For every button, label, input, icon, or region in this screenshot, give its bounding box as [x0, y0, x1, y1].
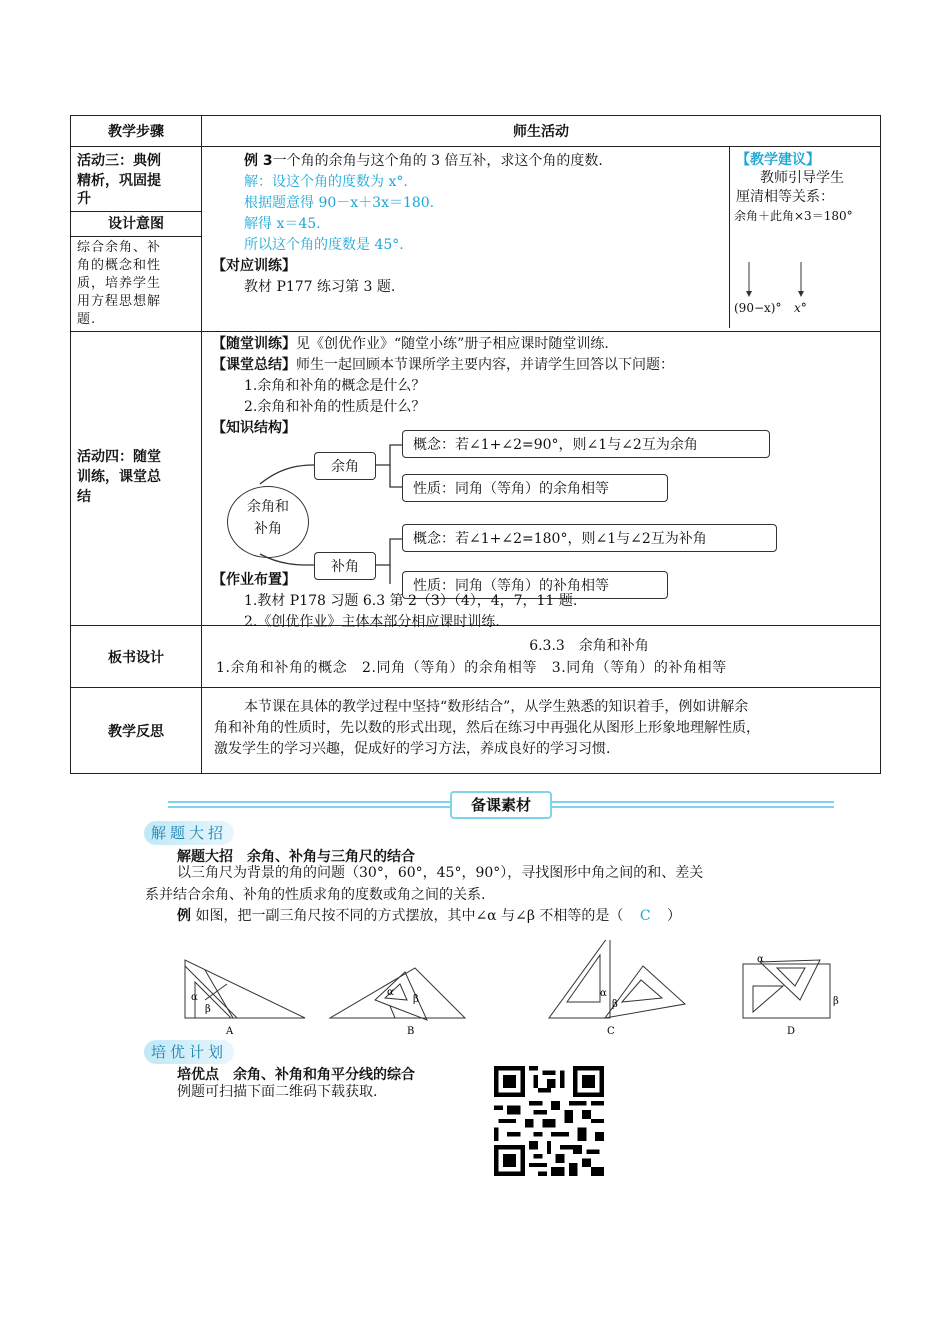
- figure-label: B: [407, 1026, 415, 1037]
- row1-label-line: 精析，巩固提: [77, 173, 161, 189]
- summary-text: 师生一起回顾本节课所学主要内容，并请学生回答以下问题：: [296, 357, 674, 373]
- suggestion-line: 教师引导学生: [760, 170, 844, 186]
- row3-label: 板书设计: [71, 626, 202, 688]
- mindmap-b2-concept: 概念：若∠1+∠2=180°，则∠1与∠2互为补角: [402, 524, 777, 552]
- arrow-icons: [730, 257, 880, 301]
- suggestion-line: 厘清相等关系：: [736, 189, 834, 205]
- mindmap-center: [227, 486, 309, 558]
- row4-label: 教学反思: [71, 688, 202, 774]
- mindmap-b2-property: 性质：同角（等角）的补角相等: [402, 571, 668, 599]
- tag-solving-tips: 解题大招: [144, 821, 234, 845]
- example-label-2: 例: [177, 908, 191, 924]
- alpha-label: α: [191, 992, 198, 1003]
- reflection-line: 本节课在具体的教学过程中坚持“数形结合”，从学生熟悉的知识着手，例如讲解余: [244, 699, 749, 715]
- question: 1.余角和补角的概念是什么？: [244, 378, 426, 394]
- row2-label-line: 活动四：随堂: [77, 448, 161, 465]
- homework-item: 1.教材 P178 习题 6.3 第 2（3）（4），4，7，11 题.: [244, 593, 578, 609]
- suggestion-title: 【教学建议】: [736, 152, 820, 168]
- design-line: 综合余角、补: [77, 240, 162, 255]
- suggestion-sub-right: x°: [794, 301, 807, 315]
- answer: C: [639, 908, 651, 924]
- question: 2.余角和补角的性质是什么？: [244, 399, 426, 415]
- beta-label: β: [413, 994, 419, 1005]
- board-items: 1.余角和补角的概念 2.同角（等角）的余角相等 3.同角（等角）的补角相等: [216, 660, 727, 676]
- beta-label: β: [833, 996, 839, 1007]
- alpha-label: α: [387, 987, 394, 998]
- triangle-figures: [175, 940, 855, 1040]
- reflection-line: 激发学生的学习兴趣，促成好的学习方法，养成良好的学习习惯.: [214, 741, 611, 757]
- board-design: [202, 626, 881, 688]
- para1-line: 系并结合余角、补角的性质求角的度数或角之间的关系.: [145, 887, 486, 903]
- mindmap-b1-concept: 概念：若∠1+∠2=90°，则∠1与∠2互为余角: [402, 430, 770, 458]
- figure-label: D: [787, 1026, 796, 1037]
- board-title: 6.3.3 余角和补角: [529, 638, 649, 654]
- example-text: 一个角的余角与这个角的 3 倍互补，求这个角的度数.: [272, 153, 603, 169]
- knowledge-mindmap: [202, 436, 881, 584]
- practice-label: 【随堂训练】: [212, 336, 296, 352]
- suggestion-box: [729, 147, 881, 328]
- suggestion-sub-left: (90−x)°: [734, 301, 782, 315]
- lesson-table: [70, 115, 881, 774]
- design-line: 用方程思想解: [77, 294, 162, 309]
- header-step: 教学步骤: [71, 116, 202, 147]
- design-line: 角的概念和性: [77, 258, 162, 273]
- header-activity: 师生活动: [202, 116, 881, 147]
- solution-line: 所以这个角的度数是 45°.: [244, 237, 404, 253]
- figure-label: C: [607, 1026, 615, 1037]
- homework-label: 【作业布置】: [212, 572, 296, 588]
- mindmap-branch-complement: 余角: [314, 452, 376, 480]
- row1-content: [202, 147, 881, 332]
- solution-line: 根据题意得 90－x＋3x＝180.: [244, 195, 435, 211]
- alpha-label: α: [757, 954, 764, 965]
- row2-label-line: 结: [77, 488, 91, 505]
- homework-item: 2.《创优作业》主体本部分相应课时训练.: [244, 614, 500, 630]
- row1-label-line: 活动三：典例: [77, 153, 161, 169]
- design-line: 质，培养学生: [77, 276, 162, 291]
- row2-left: [71, 332, 202, 626]
- para2: 例题可扫描下面二维码下载获取.: [177, 1084, 378, 1100]
- reflection-line: 角和补角的性质时，先以数的形式出现，然后在练习中再强化从图形上形象地理解性质，: [214, 720, 760, 736]
- tag-advanced-plan: 培优计划: [144, 1040, 234, 1064]
- structure-label: 【知识结构】: [212, 420, 296, 436]
- summary-label: 【课堂总结】: [212, 357, 296, 373]
- mindmap-center-line: 余角和: [247, 499, 289, 515]
- figure-label: A: [226, 1026, 234, 1037]
- beta-label: β: [205, 1004, 211, 1015]
- row1-left: [71, 147, 202, 332]
- close-paren: ）: [667, 908, 681, 924]
- banner-title: 备课素材: [450, 791, 552, 819]
- example-text-2: 如图，把一副三角尺按不同的方式摆放，其中∠α 与∠β 不相等的是（: [195, 908, 624, 924]
- row2-label-line: 训练，课堂总: [77, 468, 161, 485]
- mindmap-branch-supplement: 补角: [314, 552, 376, 580]
- training-label: 【对应训练】: [212, 258, 296, 274]
- subtitle-advanced: 培优点 余角、补角和角平分线的综合: [177, 1067, 415, 1083]
- solution-line: 解得 x＝45.: [244, 216, 321, 232]
- solution-line: 解：设这个角的度数为 x°.: [244, 174, 408, 190]
- suggestion-formula: 余角＋此角×3＝180°: [734, 209, 853, 223]
- reflection: [202, 688, 881, 774]
- design-intent-title: 设计意图: [71, 211, 201, 237]
- row2-content: [202, 332, 881, 630]
- mindmap-b1-property: 性质：同角（等角）的余角相等: [402, 474, 668, 502]
- example-label: 例 3: [244, 153, 273, 169]
- alpha-label: α: [600, 988, 607, 999]
- practice-text: 见《创优作业》“随堂小练”册子相应课时随堂训练.: [296, 336, 609, 352]
- subtitle-solving: 解题大招 余角、补角与三角尺的结合: [177, 849, 415, 865]
- row1-label-line: 升: [77, 191, 91, 207]
- para1-line: 以三角尺为背景的角的问题（30°，60°，45°，90°），寻找图形中角之间的和、差关: [177, 865, 704, 881]
- mindmap-center-line: 补角: [254, 521, 282, 537]
- training-text: 教材 P177 练习第 3 题.: [244, 279, 396, 295]
- qr-code-icon[interactable]: [494, 1066, 604, 1176]
- design-line: 题.: [77, 312, 97, 327]
- beta-label: β: [612, 999, 618, 1010]
